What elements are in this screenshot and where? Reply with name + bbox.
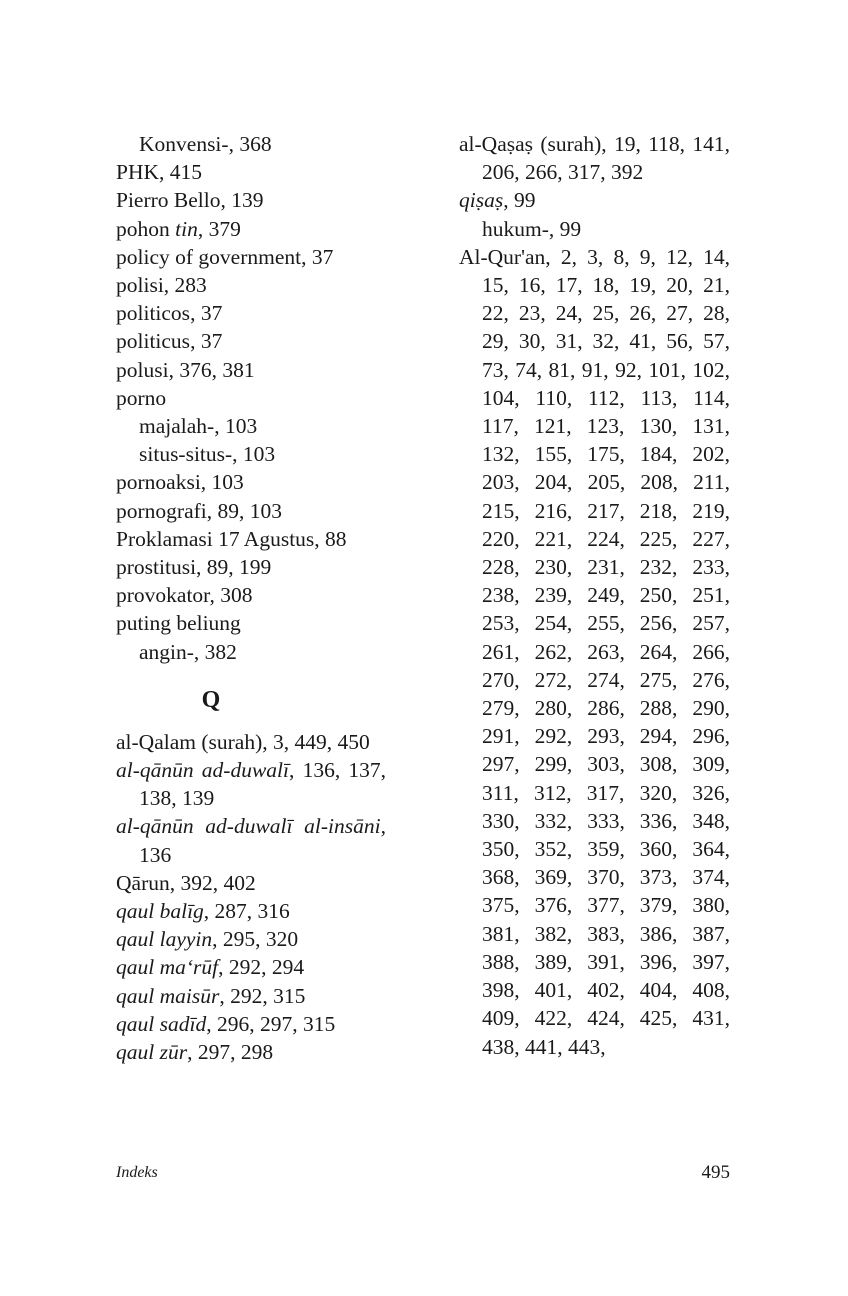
page-references: , 136, 137, 138, 139 xyxy=(139,758,386,811)
index-term: al-qānūn ad-duwalī al-insāni xyxy=(116,814,381,839)
index-entry xyxy=(459,130,730,186)
index-entry xyxy=(116,553,386,581)
page-references: , 296, 297, 315 xyxy=(206,1011,336,1036)
index-column-right xyxy=(459,130,730,1061)
page-references: , 37 xyxy=(301,244,334,269)
index-term: provokator xyxy=(116,583,210,608)
index-entry xyxy=(116,468,386,496)
index-term: Al-Qur'an xyxy=(459,244,546,269)
index-term: polusi xyxy=(116,357,169,382)
page-references: , 292, 315 xyxy=(219,983,306,1008)
page-number: 495 xyxy=(701,1162,730,1183)
page-references: , 297, 298 xyxy=(187,1040,274,1065)
index-subentry: majalah-, 103 xyxy=(139,414,258,439)
index-entry xyxy=(116,925,386,953)
index-entry xyxy=(459,243,730,1061)
page-references: , 89, 199 xyxy=(196,555,272,580)
index-term: puting beliung xyxy=(116,611,241,636)
index-group-p xyxy=(116,130,386,666)
page-references: , 283 xyxy=(163,273,207,298)
index-entry xyxy=(116,271,386,299)
index-term: qaul zūr xyxy=(116,1040,188,1065)
index-entry xyxy=(116,897,386,925)
page-references: , 295, 320 xyxy=(212,927,299,952)
index-entry xyxy=(116,215,386,243)
index-term: politicos xyxy=(116,301,191,326)
page-references: , 37 xyxy=(190,329,223,354)
page-references: , 139 xyxy=(220,188,264,213)
index-term-italic: tin xyxy=(175,216,198,241)
index-term: qaul maisūr xyxy=(116,983,220,1008)
index-entry xyxy=(116,953,386,981)
index-term: Proklamasi 17 Agustus xyxy=(116,526,315,551)
index-term: qaul sadīd xyxy=(116,1011,207,1036)
index-entry xyxy=(116,812,386,868)
page-references: , 88 xyxy=(314,526,347,551)
page-references: , 37 xyxy=(190,301,223,326)
index-term: Qārun xyxy=(116,870,170,895)
index-subentry: angin-, 382 xyxy=(139,639,237,664)
index-term: pornoaksi xyxy=(116,470,201,495)
index-term: qiṣaṣ xyxy=(459,188,504,213)
index-entry xyxy=(116,525,386,553)
page-references: , 287, 316 xyxy=(203,899,290,924)
index-column-left xyxy=(116,130,386,1066)
page-references: (surah), 19, 118, 141, 206, 266, 317, 392 xyxy=(482,132,730,185)
index-entry xyxy=(116,982,386,1010)
index-term: polisi xyxy=(116,273,164,298)
index-term: Pierro Bello xyxy=(116,188,221,213)
index-entry xyxy=(459,186,730,214)
index-entry xyxy=(116,356,386,384)
index-entry xyxy=(116,581,386,609)
page-references: , 308 xyxy=(209,583,253,608)
index-term: al-Qalam xyxy=(116,729,196,754)
index-term: al-qānūn ad-duwalī xyxy=(116,758,290,783)
index-term: porno xyxy=(116,385,167,410)
page-references: , 99 xyxy=(503,188,536,213)
index-subentry: situs-situs-, 103 xyxy=(139,442,276,467)
index-entry xyxy=(116,497,386,525)
footer-section-label: Indeks xyxy=(116,1164,158,1181)
index-term: al-Qaṣaṣ xyxy=(459,132,534,156)
page-references: , 376, 381 xyxy=(168,357,255,382)
index-term: prostitusi xyxy=(116,555,197,580)
section-letter-heading: Q xyxy=(201,686,221,713)
page-references: (surah), 3, 449, 450 xyxy=(196,729,370,754)
index-entry xyxy=(116,756,386,812)
index-entry xyxy=(116,1010,386,1038)
page-references: , 415 xyxy=(159,160,203,185)
index-entry xyxy=(116,158,386,186)
index-entry xyxy=(116,186,386,214)
index-term: pornografi xyxy=(116,498,207,523)
page-references: , 392, 402 xyxy=(169,870,256,895)
index-term: policy of government xyxy=(116,244,302,269)
index-entry xyxy=(116,1038,386,1066)
index-subentry: Konvensi-, 368 xyxy=(139,132,272,156)
index-term: PHK xyxy=(116,160,160,185)
index-term: politicus xyxy=(116,329,191,354)
index-term: qaul balīg xyxy=(116,899,204,924)
page-references: , 136 xyxy=(139,814,386,867)
page-references: , 89, 103 xyxy=(206,498,282,523)
page-references: , 103 xyxy=(200,470,244,495)
index-entry xyxy=(116,609,386,637)
page-references: , 292, 294 xyxy=(218,955,305,980)
index-entry xyxy=(116,869,386,897)
index-term: qaul ma‘rūf xyxy=(116,955,219,980)
index-term: qaul layyin xyxy=(116,927,213,952)
index-entry xyxy=(116,299,386,327)
index-entry xyxy=(116,728,386,756)
page-references: , 2, 3, 8, 9, 12, 14, 15, 16, 17, 18, 19, 20, 21, 22, 23, 24, 25, 26, 27, 28, 29, 30, 31, 32, 41, 56, 57, 73, 74, 81, 91, 92, 101, 102, 104, 110, 112, 113, 114, 117, 121, 123, 130, 131, 132, 155, 175, 184, 202, 203, 204, 205, 208, 211, 215, 216, 217, 218, 219, 220, 221, 224, 225, 227, 228, 230, 231, 232, 233, 238, 239, 249, 250, 251, 253, 254, 255, 256, 257, 261, 262, 263, 264, 266, 270, 272, 274, 275, 276, 279, 280, 286, 288, 290, 291, 292, 293, 294, 296, 297, 299, 303, 308, 309, 311, 312, 317, 320, 326, 330, 332, 333, 336, 348, 350, 352, 359, 360, 364, 368, 369, 370, 373, 374, 375, 376, 377, 379, 380, 381, 382, 383, 386, 387, 388, 389, 391, 396, 397, 398, 401, 402, 404, 408, 409, 422, 424, 425, 431, 438, 441, 443, xyxy=(482,244,730,1059)
index-subentry: hukum-, 99 xyxy=(482,216,582,241)
index-entry xyxy=(116,327,386,355)
index-entry xyxy=(116,384,386,412)
page-references: , 379 xyxy=(197,216,241,241)
index-entry xyxy=(116,243,386,271)
index-group-q xyxy=(116,728,386,1066)
index-term: pohon xyxy=(116,216,176,241)
